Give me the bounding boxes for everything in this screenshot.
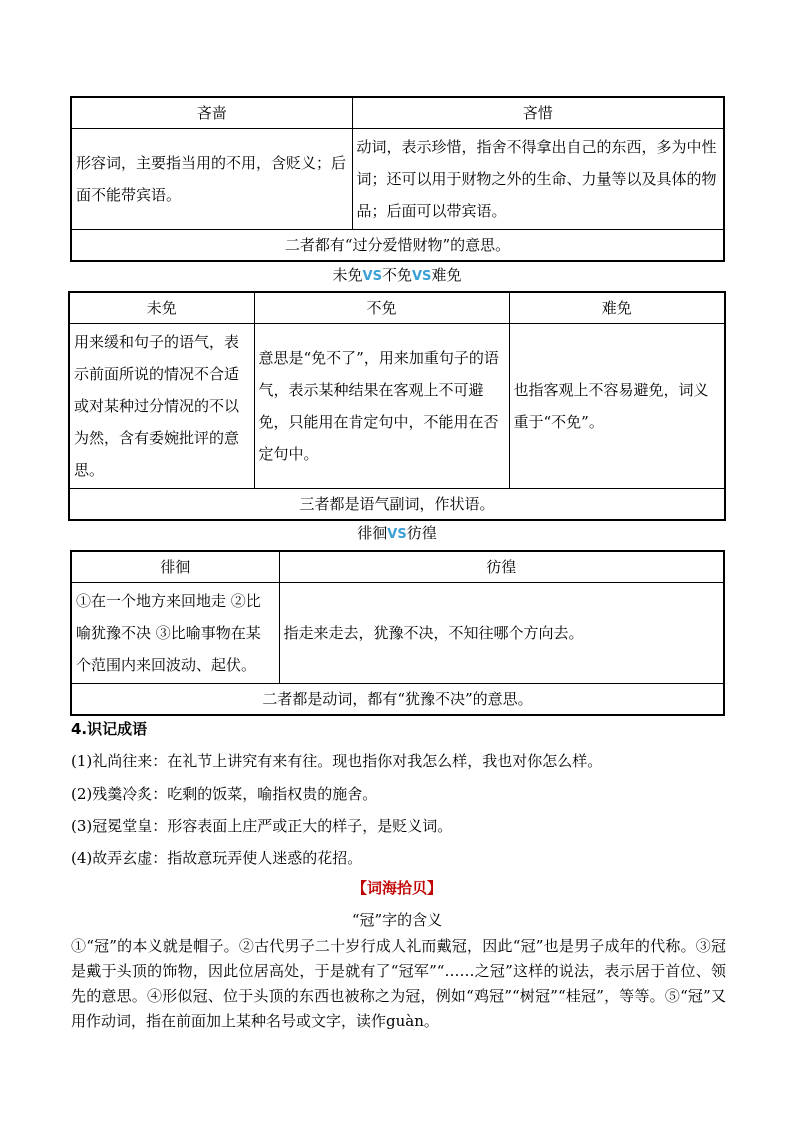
table-header: 难免 xyxy=(509,292,725,324)
article-title: “冠”字的含义 xyxy=(351,911,443,929)
table-header: 吝啬 xyxy=(71,97,352,129)
list-item: (1)礼尚往来：在礼节上讲究有来有往。现也指你对我怎么样，我也对你怎么样。 xyxy=(71,752,603,770)
comparison-table-paihuai-panghuang xyxy=(70,550,725,716)
list-item: (2)残羹冷炙：吃剩的饭菜，喻指权贵的施舍。 xyxy=(71,785,378,803)
comparison-title xyxy=(0,264,794,288)
table-header: 未免 xyxy=(69,292,254,324)
table-summary: 二者都是动词，都有“犹豫不决”的意思。 xyxy=(71,684,724,716)
comparison-title xyxy=(0,522,794,546)
word: 彷徨 xyxy=(406,524,437,542)
section-tag: 【词海拾贝】 xyxy=(351,879,442,897)
vs-icon: VS xyxy=(387,527,407,542)
table-summary: 二者都有“过分爱惜财物”的意思。 xyxy=(71,230,724,262)
table-cell: ①在一个地方来回地走 ②比喻犹豫不决 ③比喻事物在某个范围内来回波动、起伏。 xyxy=(71,583,279,684)
table-cell: 意思是“免不了”，用来加重句子的语气，表示某种结果在客观上不可避免，只能用在肯定句中，不能用在否定句中。 xyxy=(254,324,509,489)
word: 难免 xyxy=(431,266,462,284)
table-header: 徘徊 xyxy=(71,551,279,583)
section-heading: 4.识记成语 xyxy=(71,720,148,738)
table-summary: 三者都是语气副词，作状语。 xyxy=(69,489,725,521)
vs-icon: VS xyxy=(362,269,382,284)
list-item: (4)故弄玄虚：指故意玩弄使人迷惑的花招。 xyxy=(71,849,363,867)
table-cell: 动词，表示珍惜，指舍不得拿出自己的东西，多为中性词；还可以用于财物之外的生命、力量等以及具体的物品；后面可以带宾语。 xyxy=(352,129,724,230)
table-header: 吝惜 xyxy=(352,97,724,129)
article-paragraph: ①“冠”的本义就是帽子。②古代男子二十岁行成人礼而戴冠，因此“冠”也是男子成年的代称。③冠是戴于头顶的饰物，因此位居高处，于是就有了“冠军”“……之冠”这样的说法，表示居于首位、领先的意思。④形似冠、位于头顶的东西也被称之为冠，例如“鸡冠”“树冠”“桂冠”，等等。⑤“冠”又用作动词，指在前面加上某种名号或文字，读作guàn。 xyxy=(71,937,726,1030)
table-header: 不免 xyxy=(254,292,509,324)
list-item: (3)冠冕堂皇：形容表面上庄严或正大的样子，是贬义词。 xyxy=(71,817,453,835)
table-cell: 用来缓和句子的语气，表示前面所说的情况不合适或对某种过分情况的不以为然，含有委婉批评的意思。 xyxy=(69,324,254,489)
table-cell: 也指客观上不容易避免，词义重于“不免”。 xyxy=(509,324,725,489)
word: 不免 xyxy=(381,266,412,284)
table-cell: 形容词，主要指当用的不用，含贬义；后面不能带宾语。 xyxy=(71,129,352,230)
table-header: 彷徨 xyxy=(279,551,724,583)
table-cell: 指走来走去，犹豫不决，不知往哪个方向去。 xyxy=(279,583,724,684)
word: 徘徊 xyxy=(357,524,388,542)
word: 未免 xyxy=(332,266,363,284)
comparison-table-weimian-bumian-nanmian xyxy=(68,291,726,521)
comparison-table-linse-linxi xyxy=(70,96,725,262)
vs-icon: VS xyxy=(412,269,432,284)
